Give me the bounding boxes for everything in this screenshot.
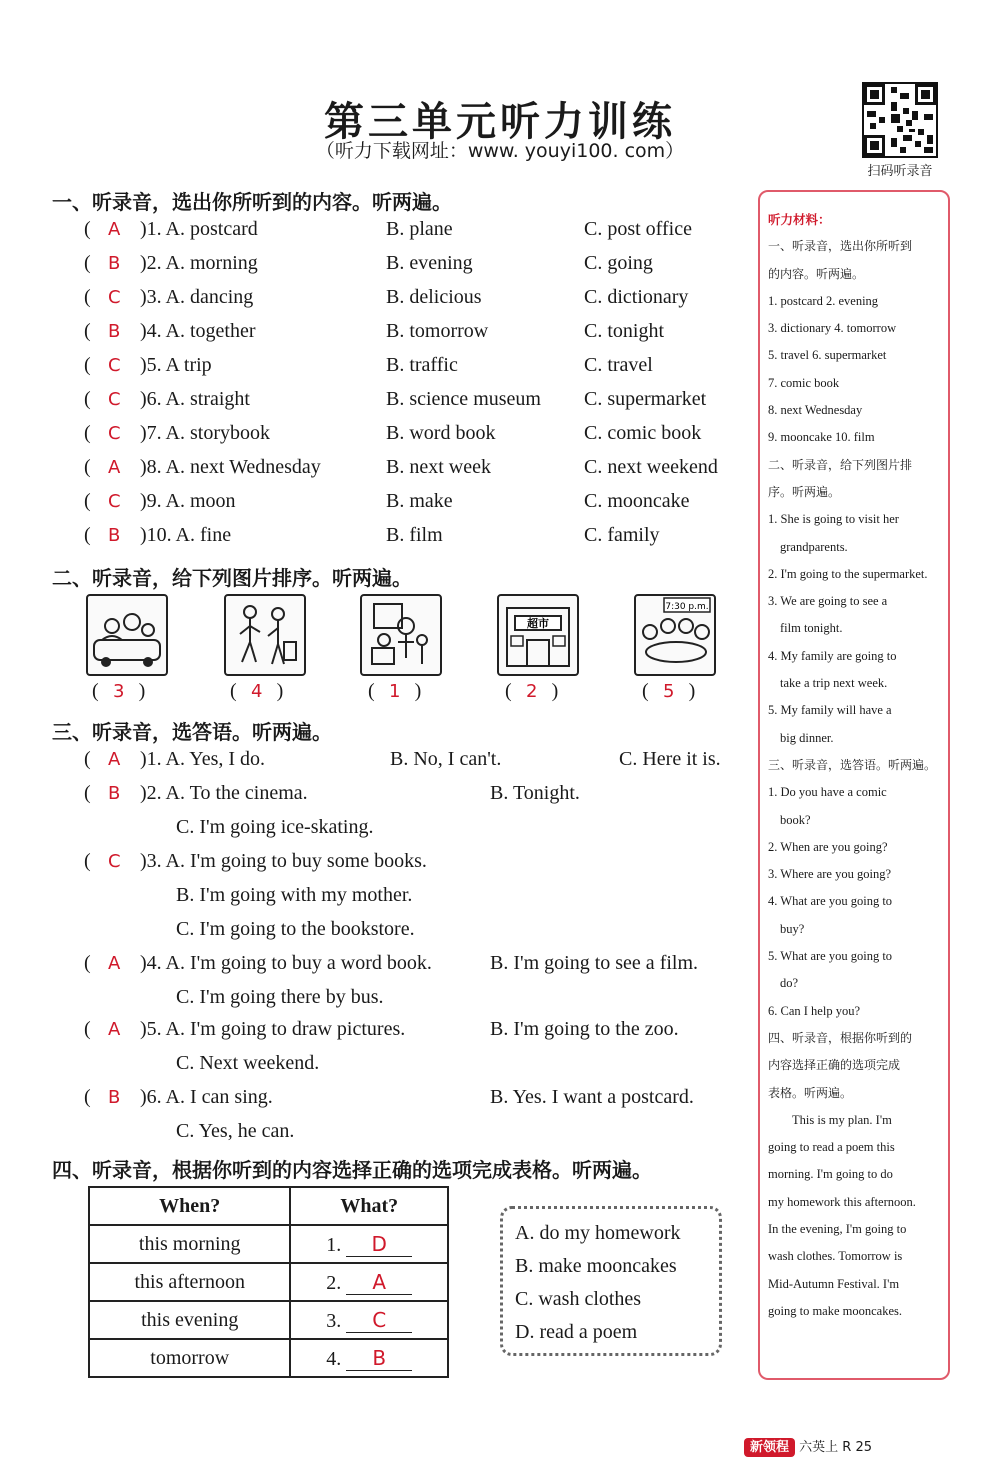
answer-mark: 3 bbox=[112, 681, 125, 702]
script-line: 1. postcard 2. evening bbox=[768, 293, 879, 308]
list-item: ( B )2. A. morning B. evening C. going bbox=[84, 252, 653, 274]
list-item: ( C )3. A. dancing B. delicious C. dictionary bbox=[84, 286, 689, 308]
option-b: B. word book bbox=[386, 422, 496, 444]
table-row bbox=[89, 1339, 448, 1377]
answer-mark: 4 bbox=[250, 681, 263, 702]
answer-blank[interactable]: B bbox=[346, 1346, 412, 1371]
answer-blank[interactable]: C bbox=[346, 1308, 412, 1333]
column-header-when: When? bbox=[89, 1187, 290, 1225]
script-line: In the evening, I'm going to bbox=[768, 1221, 907, 1236]
script-line: 5. What are you going to bbox=[768, 949, 893, 964]
list-item: ( C )7. A. storybook B. word book C. comic book bbox=[84, 422, 702, 444]
picture-order-1: ( 3 ) bbox=[92, 680, 146, 702]
answer-mark: A bbox=[108, 749, 121, 770]
script-line: 3. We are going to see a bbox=[768, 594, 888, 609]
when-cell: this morning bbox=[89, 1225, 290, 1263]
script-line: 7. comic book bbox=[768, 375, 840, 390]
section4-heading: 四、听录音，根据你听到的内容选择正确的选项完成表格。听两遍。 bbox=[52, 1158, 652, 1182]
option-a: )4. A. I'm going to buy a word book. bbox=[140, 952, 432, 974]
option-c: C. I'm going ice-skating. bbox=[176, 816, 374, 838]
list-item: ( C )6. A. straight B. science museum C. supermarket bbox=[84, 388, 707, 410]
plan-table bbox=[88, 1186, 449, 1378]
option-b: B. traffic bbox=[386, 354, 458, 376]
option-b: B. evening bbox=[386, 252, 473, 274]
script-line: wash clothes. Tomorrow is bbox=[768, 1249, 903, 1264]
question-2-c bbox=[84, 816, 754, 850]
page-footer bbox=[744, 1436, 872, 1455]
question-2: ( B )2. A. To the cinema. B. Tonight. bbox=[84, 782, 580, 804]
answer-mark: C bbox=[108, 851, 121, 872]
picture-order-4: ( 2 ) bbox=[505, 680, 559, 702]
what-cell bbox=[290, 1339, 448, 1377]
options-box bbox=[500, 1206, 722, 1356]
row-number: 2. bbox=[326, 1271, 342, 1294]
script-line: 5. My family will have a bbox=[768, 703, 892, 718]
script-line: 四、听录音，根据你听到的 bbox=[768, 1030, 913, 1045]
question-5-c bbox=[84, 1052, 754, 1086]
question-4: ( A )4. A. I'm going to buy a word book. B. I'm going to see a film. bbox=[84, 952, 699, 974]
when-cell: this afternoon bbox=[89, 1263, 290, 1301]
option-c: C. Yes, he can. bbox=[176, 1120, 295, 1142]
what-cell bbox=[290, 1225, 448, 1263]
option-a: )3. A. dancing bbox=[140, 286, 254, 308]
picture-visit-grandparents bbox=[360, 594, 442, 676]
option-b: B. delicious bbox=[386, 286, 482, 308]
script-line: buy? bbox=[780, 921, 805, 936]
download-url: （听力下载网址：www. youyi100. com） bbox=[315, 140, 685, 162]
answer-mark: 5 bbox=[662, 681, 675, 702]
table-row bbox=[89, 1225, 448, 1263]
script-line: 2. I'm going to the supermarket. bbox=[768, 566, 928, 581]
qr-code-icon[interactable] bbox=[862, 82, 938, 158]
question-4-c bbox=[84, 986, 754, 1020]
option-c: C. mooncake bbox=[584, 490, 690, 512]
script-line: 表格。听两遍。 bbox=[768, 1085, 853, 1100]
picture-supermarket bbox=[497, 594, 579, 676]
option-c: C. post office bbox=[584, 218, 692, 240]
brand-badge: 新领程 bbox=[744, 1438, 795, 1457]
option-b: B. Yes. I want a postcard. bbox=[490, 1086, 694, 1108]
question-6: ( B )6. A. I can sing. B. Yes. I want a postcard. bbox=[84, 1086, 694, 1108]
picture-family-car bbox=[86, 594, 168, 676]
option-c: C. I'm going there by bus. bbox=[176, 986, 384, 1008]
option-b: B. I'm going with my mother. bbox=[176, 884, 413, 906]
option-b: B. science museum bbox=[386, 388, 541, 410]
option-c: C. tonight bbox=[584, 320, 665, 342]
script-line: morning. I'm going to do bbox=[768, 1167, 893, 1182]
picture-travel-luggage bbox=[224, 594, 306, 676]
answer-mark: C bbox=[108, 355, 121, 376]
page-title: 第三单元听力训练 bbox=[324, 99, 676, 145]
option-d: D. read a poem bbox=[515, 1321, 638, 1343]
row-number: 4. bbox=[326, 1347, 342, 1370]
list-item: ( A )8. A. next Wednesday B. next week C. next weekend bbox=[84, 456, 718, 478]
option-b: B. I'm going to see a film. bbox=[490, 952, 699, 974]
question-1: ( A )1. A. Yes, I do. B. No, I can't. C. Here it is. bbox=[84, 748, 721, 770]
answer-mark: C bbox=[108, 287, 121, 308]
picture-order-2: ( 4 ) bbox=[230, 680, 284, 702]
script-line: book? bbox=[780, 812, 811, 827]
option-c: C. I'm going to the bookstore. bbox=[176, 918, 415, 940]
answer-mark: A bbox=[108, 457, 121, 478]
list-item: ( A )1. A. postcard B. plane C. post office bbox=[84, 218, 692, 240]
script-line: grandparents. bbox=[780, 539, 848, 554]
table-header bbox=[89, 1187, 448, 1225]
option-a: )2. A. morning bbox=[140, 252, 258, 274]
option-b: B. make mooncakes bbox=[515, 1255, 677, 1277]
script-heading: 听力材料： bbox=[768, 212, 831, 227]
option-a: )4. A. together bbox=[140, 320, 256, 342]
script-line: take a trip next week. bbox=[780, 676, 888, 691]
when-cell: this evening bbox=[89, 1301, 290, 1339]
script-line: 一、听录音，选出你所听到 bbox=[768, 239, 913, 254]
list-item: ( C )5. A trip B. traffic C. travel bbox=[84, 354, 653, 376]
option-c: C. Here it is. bbox=[619, 748, 721, 770]
option-a: )8. A. next Wednesday bbox=[140, 456, 321, 478]
answer-mark: B bbox=[108, 525, 121, 546]
table-row bbox=[89, 1301, 448, 1339]
option-c: C. travel bbox=[584, 354, 653, 376]
answer-mark: A bbox=[108, 953, 121, 974]
script-line: 二、听录音，给下列图片排 bbox=[768, 457, 913, 472]
script-line: 4. My family are going to bbox=[768, 648, 897, 663]
script-line: 序。听两遍。 bbox=[768, 484, 841, 499]
script-line: 的内容。听两遍。 bbox=[768, 266, 865, 281]
answer-mark: B bbox=[108, 1087, 121, 1108]
script-line: my homework this afternoon. bbox=[768, 1194, 916, 1209]
script-line: 6. Can I help you? bbox=[768, 1003, 860, 1018]
option-a: )7. A. storybook bbox=[140, 422, 270, 444]
answer-mark: B bbox=[108, 253, 121, 274]
option-b: B. film bbox=[386, 524, 443, 546]
script-line: 1. She is going to visit her bbox=[768, 512, 899, 527]
script-line: 5. travel 6. supermarket bbox=[768, 348, 887, 363]
picture-order-5: ( 5 ) bbox=[642, 680, 696, 702]
option-a: )3. A. I'm going to buy some books. bbox=[140, 850, 427, 872]
answer-mark: C bbox=[108, 389, 121, 410]
script-line: 三、听录音，选答语。听两遍。 bbox=[768, 757, 937, 772]
option-c: C. supermarket bbox=[584, 388, 707, 410]
table-row bbox=[89, 1263, 448, 1301]
option-c: C. comic book bbox=[584, 422, 702, 444]
qr-caption: 扫码听录音 bbox=[867, 164, 933, 179]
list-item: ( B )4. A. together B. tomorrow C. tonight bbox=[84, 320, 665, 342]
option-c: C. going bbox=[584, 252, 653, 274]
option-b: B. I'm going to the zoo. bbox=[490, 1018, 679, 1040]
option-a: A. do my homework bbox=[515, 1222, 681, 1244]
what-cell bbox=[290, 1263, 448, 1301]
script-line: going to read a poem this bbox=[768, 1140, 895, 1155]
section2-heading: 二、听录音，给下列图片排序。听两遍。 bbox=[52, 566, 412, 590]
option-c: C. dictionary bbox=[584, 286, 689, 308]
script-line: do? bbox=[780, 976, 799, 991]
option-b: B. tomorrow bbox=[386, 320, 489, 342]
script-line: 内容选择正确的选项完成 bbox=[768, 1058, 901, 1073]
answer-mark: A bbox=[108, 219, 121, 240]
section1-heading: 一、听录音，选出你所听到的内容。听两遍。 bbox=[52, 190, 452, 214]
option-a: )6. A. I can sing. bbox=[140, 1086, 273, 1108]
list-item: ( C )9. A. moon B. make C. mooncake bbox=[84, 490, 690, 512]
answer-mark: C bbox=[108, 491, 121, 512]
option-a: )6. A. straight bbox=[140, 388, 250, 410]
answer-blank[interactable]: D bbox=[346, 1232, 412, 1257]
clock-label: 7:30 p.m. bbox=[665, 602, 709, 612]
listening-script-panel bbox=[758, 190, 950, 1380]
option-b: B. plane bbox=[386, 218, 453, 240]
what-cell bbox=[290, 1301, 448, 1339]
script-line: 4. What are you going to bbox=[768, 894, 893, 909]
script-line: film tonight. bbox=[780, 621, 843, 636]
option-a: )2. A. To the cinema. bbox=[140, 782, 308, 804]
option-a: )9. A. moon bbox=[140, 490, 236, 512]
option-a: )1. A. postcard bbox=[140, 218, 258, 240]
question-3: ( C )3. A. I'm going to buy some books. bbox=[84, 850, 427, 872]
answer-mark: B bbox=[108, 321, 121, 342]
option-b: B. Tonight. bbox=[490, 782, 580, 804]
section3-heading: 三、听录音，选答语。听两遍。 bbox=[52, 720, 332, 744]
option-a: )5. A. I'm going to draw pictures. bbox=[140, 1018, 406, 1040]
script-line: 1. Do you have a comic bbox=[768, 785, 887, 800]
option-c: C. wash clothes bbox=[515, 1288, 642, 1310]
list-item: ( B )10. A. fine B. film C. family bbox=[84, 524, 660, 546]
answer-mark: C bbox=[108, 423, 121, 444]
script-line: big dinner. bbox=[780, 730, 834, 745]
script-line: 8. next Wednesday bbox=[768, 403, 863, 418]
answer-blank[interactable]: A bbox=[346, 1270, 412, 1295]
when-cell: tomorrow bbox=[89, 1339, 290, 1377]
option-a: )5. A trip bbox=[140, 354, 212, 376]
picture-order-3: ( 1 ) bbox=[368, 680, 422, 702]
script-line: 3. dictionary 4. tomorrow bbox=[768, 321, 897, 336]
question-6-c bbox=[84, 1120, 754, 1154]
script-line: going to make mooncakes. bbox=[768, 1303, 902, 1318]
supermarket-sign: 超市 bbox=[527, 617, 549, 630]
option-c: C. Next weekend. bbox=[176, 1052, 320, 1074]
option-c: C. family bbox=[584, 524, 660, 546]
row-number: 3. bbox=[326, 1309, 342, 1332]
option-a: )10. A. fine bbox=[140, 524, 232, 546]
answer-mark: 2 bbox=[525, 681, 538, 702]
script-line: 9. mooncake 10. film bbox=[768, 430, 875, 445]
option-b: B. make bbox=[386, 490, 453, 512]
page-number: 六英上 R 25 bbox=[799, 1440, 872, 1455]
answer-mark: 1 bbox=[388, 681, 401, 702]
script-line: 2. When are you going? bbox=[768, 839, 888, 854]
row-number: 1. bbox=[326, 1233, 342, 1256]
question-3-b bbox=[84, 884, 754, 918]
script-line: Mid-Autumn Festival. I'm bbox=[768, 1276, 900, 1291]
option-c: C. next weekend bbox=[584, 456, 718, 478]
option-b: B. next week bbox=[386, 456, 491, 478]
script-line: 3. Where are you going? bbox=[768, 867, 891, 882]
script-line: This is my plan. I'm bbox=[792, 1112, 892, 1127]
option-b: B. No, I can't. bbox=[390, 748, 502, 770]
option-a: )1. A. Yes, I do. bbox=[140, 748, 266, 770]
question-5: ( A )5. A. I'm going to draw pictures. B. I'm going to the zoo. bbox=[84, 1018, 679, 1040]
answer-mark: A bbox=[108, 1019, 121, 1040]
column-header-what: What? bbox=[290, 1187, 448, 1225]
question-3-c bbox=[84, 918, 754, 952]
picture-family-dinner bbox=[634, 594, 716, 676]
answer-mark: B bbox=[108, 783, 121, 804]
